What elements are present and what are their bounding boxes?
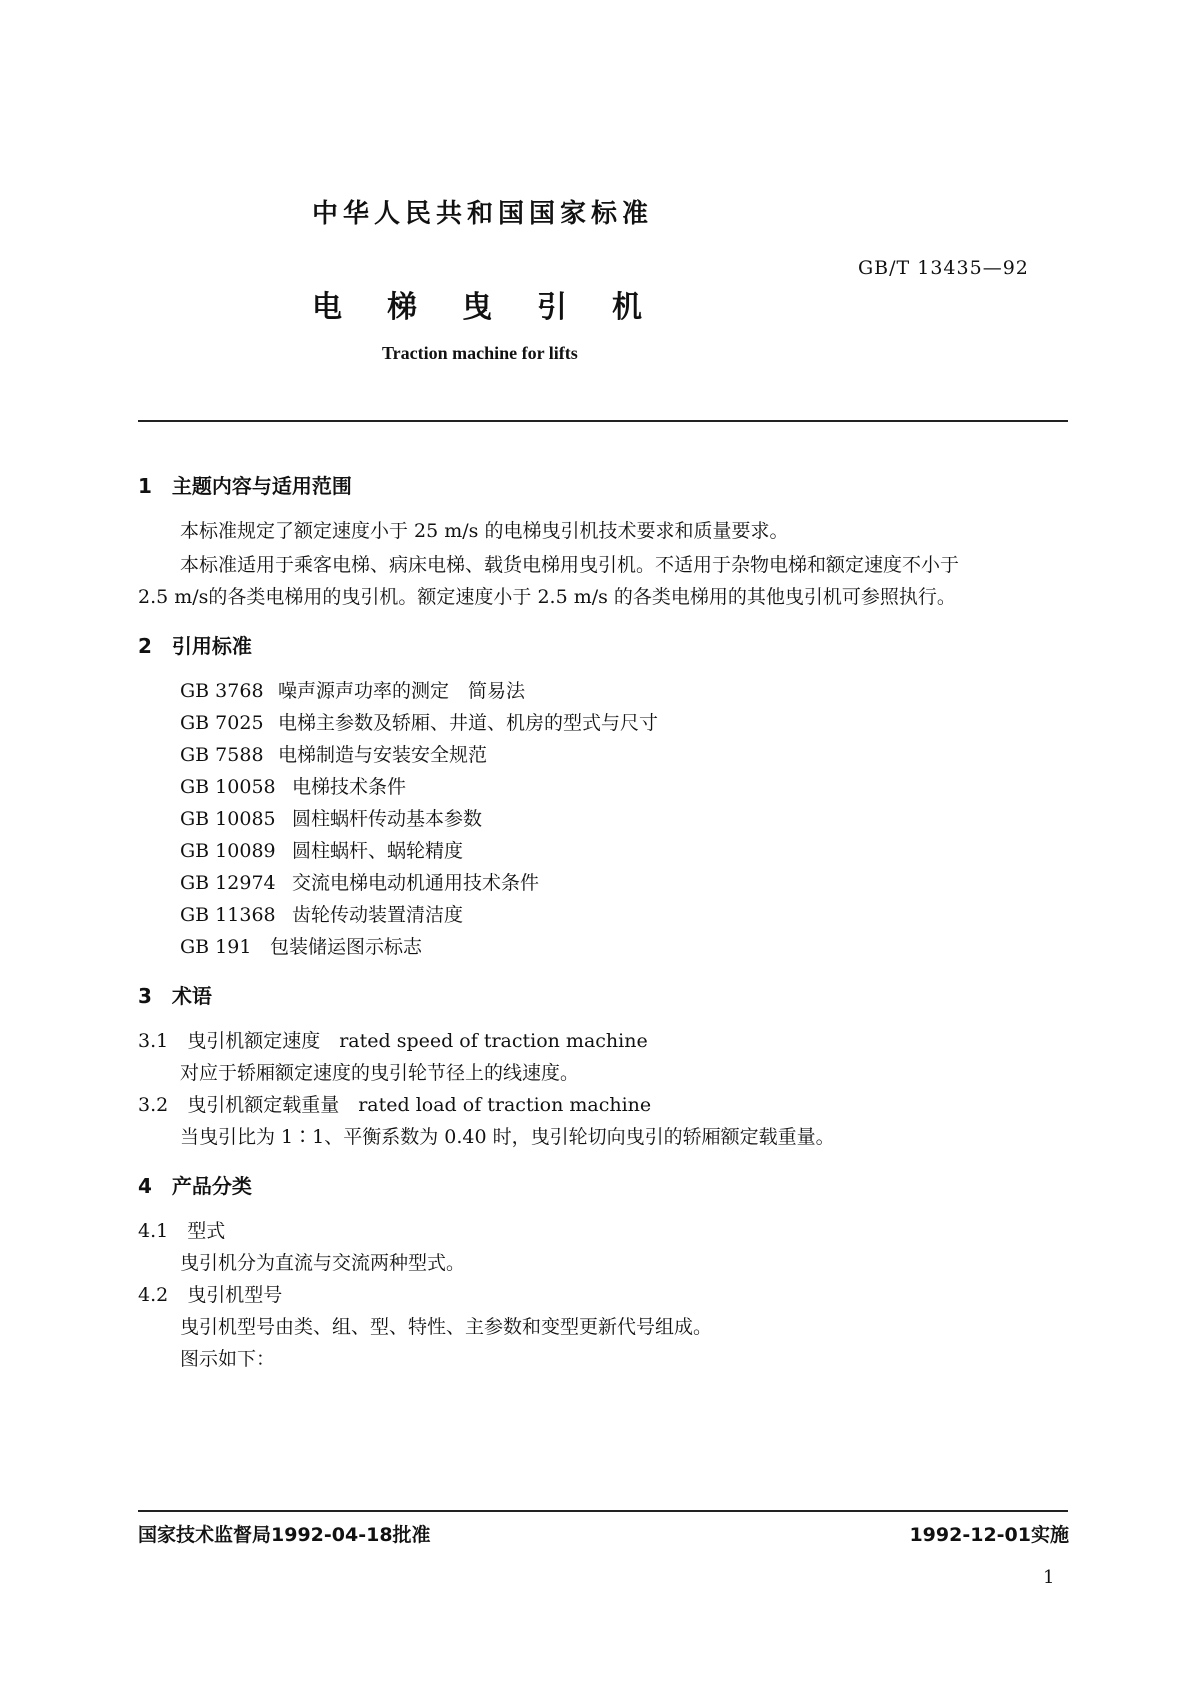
section-2-heading: 2 引用标准 bbox=[138, 634, 252, 658]
reference-code: GB 10085 bbox=[180, 808, 276, 830]
approval-date: 国家技术监督局1992-04-18批准 bbox=[138, 1524, 431, 1546]
reference-code: GB 11368 bbox=[180, 904, 276, 926]
reference-code: GB 191 bbox=[180, 936, 252, 958]
reference-item bbox=[180, 676, 525, 703]
standard-organization: 中华人民共和国国家标准 bbox=[312, 199, 654, 229]
reference-title: 噪声源声功率的测定 简易法 bbox=[278, 680, 526, 702]
page-number: 1 bbox=[1043, 1567, 1055, 1588]
reference-item bbox=[180, 932, 422, 959]
reference-code: GB 12974 bbox=[180, 872, 276, 894]
footer-divider bbox=[138, 1510, 1068, 1512]
term-3-2-heading: 3.2 曳引机额定载重量 rated load of traction machine bbox=[138, 1094, 652, 1116]
reference-code: GB 3768 bbox=[180, 680, 264, 702]
reference-item bbox=[180, 804, 482, 831]
reference-code: GB 7025 bbox=[180, 712, 264, 734]
section-3-heading: 3 术语 bbox=[138, 984, 212, 1008]
standard-code: GB/T 13435—92 bbox=[858, 257, 1029, 279]
clause-4-2-figure-intro: 图示如下： bbox=[180, 1348, 276, 1370]
reference-code: GB 10058 bbox=[180, 776, 276, 798]
reference-item bbox=[180, 772, 406, 799]
section-1-paragraph-2-line-1: 本标准适用于乘客电梯、病床电梯、载货电梯用曳引机。不适用于杂物电梯和额定速度不小于 bbox=[180, 554, 960, 576]
section-1-heading: 1 主题内容与适用范围 bbox=[138, 474, 352, 498]
reference-title: 圆柱蜗杆传动基本参数 bbox=[292, 808, 483, 830]
reference-item bbox=[180, 836, 463, 863]
header-divider bbox=[138, 420, 1068, 422]
reference-code: GB 7588 bbox=[180, 744, 264, 766]
term-3-1-heading: 3.1 曳引机额定速度 rated speed of traction machine bbox=[138, 1030, 648, 1052]
reference-title: 圆柱蜗杆、蜗轮精度 bbox=[292, 840, 464, 862]
reference-item bbox=[180, 900, 463, 927]
section-4-heading: 4 产品分类 bbox=[138, 1174, 252, 1198]
reference-item bbox=[180, 740, 487, 767]
clause-4-1-body: 曳引机分为直流与交流两种型式。 bbox=[180, 1252, 466, 1274]
reference-code: GB 10089 bbox=[180, 840, 276, 862]
section-1-paragraph-2-line-2: 2.5 m/s的各类电梯用的曳引机。额定速度小于 2.5 m/s 的各类电梯用的其他曳引机可参照执行。 bbox=[138, 586, 956, 608]
reference-title: 电梯主参数及轿厢、井道、机房的型式与尺寸 bbox=[278, 712, 659, 734]
reference-title: 交流电梯电动机通用技术条件 bbox=[292, 872, 540, 894]
reference-item bbox=[180, 708, 658, 735]
term-3-2-definition: 当曳引比为 1∶1、平衡系数为 0.40 时，曳引轮切向曳引的轿厢额定载重量。 bbox=[180, 1126, 835, 1148]
clause-4-2-body: 曳引机型号由类、组、型、特性、主参数和变型更新代号组成。 bbox=[180, 1316, 713, 1338]
reference-title: 齿轮传动装置清洁度 bbox=[292, 904, 464, 926]
clause-4-2-heading: 4.2 曳引机型号 bbox=[138, 1284, 283, 1306]
reference-title: 电梯制造与安装安全规范 bbox=[278, 744, 488, 766]
reference-item bbox=[180, 868, 539, 895]
document-title: 电梯曳引机 bbox=[312, 290, 687, 325]
section-1-paragraph-1: 本标准规定了额定速度小于 25 m/s 的电梯曳引机技术要求和质量要求。 bbox=[180, 520, 789, 542]
reference-title: 电梯技术条件 bbox=[292, 776, 407, 798]
term-3-1-definition: 对应于轿厢额定速度的曳引轮节径上的线速度。 bbox=[180, 1062, 580, 1084]
effective-date: 1992-12-01实施 bbox=[909, 1524, 1069, 1546]
reference-title: 包装储运图示标志 bbox=[270, 936, 423, 958]
clause-4-1-heading: 4.1 型式 bbox=[138, 1220, 226, 1242]
document-title-english: Traction machine for lifts bbox=[382, 343, 578, 363]
